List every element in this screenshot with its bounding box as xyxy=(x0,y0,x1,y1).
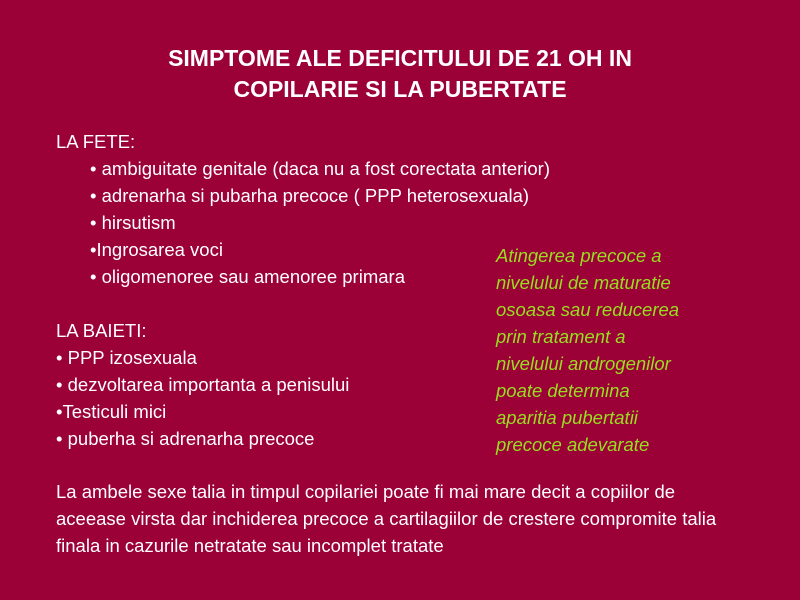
baieti-list xyxy=(56,344,349,452)
baieti-list-item: •Testiculi mici xyxy=(56,401,167,422)
side-note-line: prin tratament a xyxy=(496,326,626,347)
baieti-list-item: • PPP izosexuala xyxy=(56,347,197,368)
fete-list-item: • oligomenoree sau amenoree primara xyxy=(90,266,405,287)
summary-paragraph: La ambele sexe talia in timpul copilariei poate fi mai mare decit a copiilor de aceease virsta dar inchiderea precoce a cartilagiilor de crestere compromite talia finala in cazurile netratate sau incomplet tratate xyxy=(56,481,717,556)
side-note-line: poate determina xyxy=(496,380,630,401)
side-note-line: Atingerea precoce a xyxy=(496,245,662,266)
fete-list-item: • adrenarha si pubarha precoce ( PPP heterosexuala) xyxy=(90,185,530,206)
side-note-line: precoce adevarate xyxy=(496,434,650,455)
side-note-line: nivelului de maturatie xyxy=(496,272,671,293)
side-note xyxy=(496,242,756,458)
baieti-heading: LA BAIETI: xyxy=(56,320,147,341)
fete-list-item: •Ingrosarea voci xyxy=(90,239,223,260)
fete-list-item: • ambiguitate genitale (daca nu a fost corectata anterior) xyxy=(90,158,550,179)
slide-title xyxy=(0,43,800,105)
side-note-line: nivelului androgenilor xyxy=(496,353,671,374)
baieti-list-item: • dezvoltarea importanta a penisului xyxy=(56,374,350,395)
fete-list-item: • hirsutism xyxy=(90,212,176,233)
side-note-line: aparitia pubertatii xyxy=(496,407,638,428)
side-note-line: osoasa sau reducerea xyxy=(496,299,680,320)
fete-heading: LA FETE: xyxy=(56,131,136,152)
title-line-1: SIMPTOME ALE DEFICITULUI DE 21 OH IN xyxy=(168,45,632,71)
baieti-list-item: • puberha si adrenarha precoce xyxy=(56,428,315,449)
title-line-2: COPILARIE SI LA PUBERTATE xyxy=(233,76,567,102)
fete-list xyxy=(90,155,550,290)
